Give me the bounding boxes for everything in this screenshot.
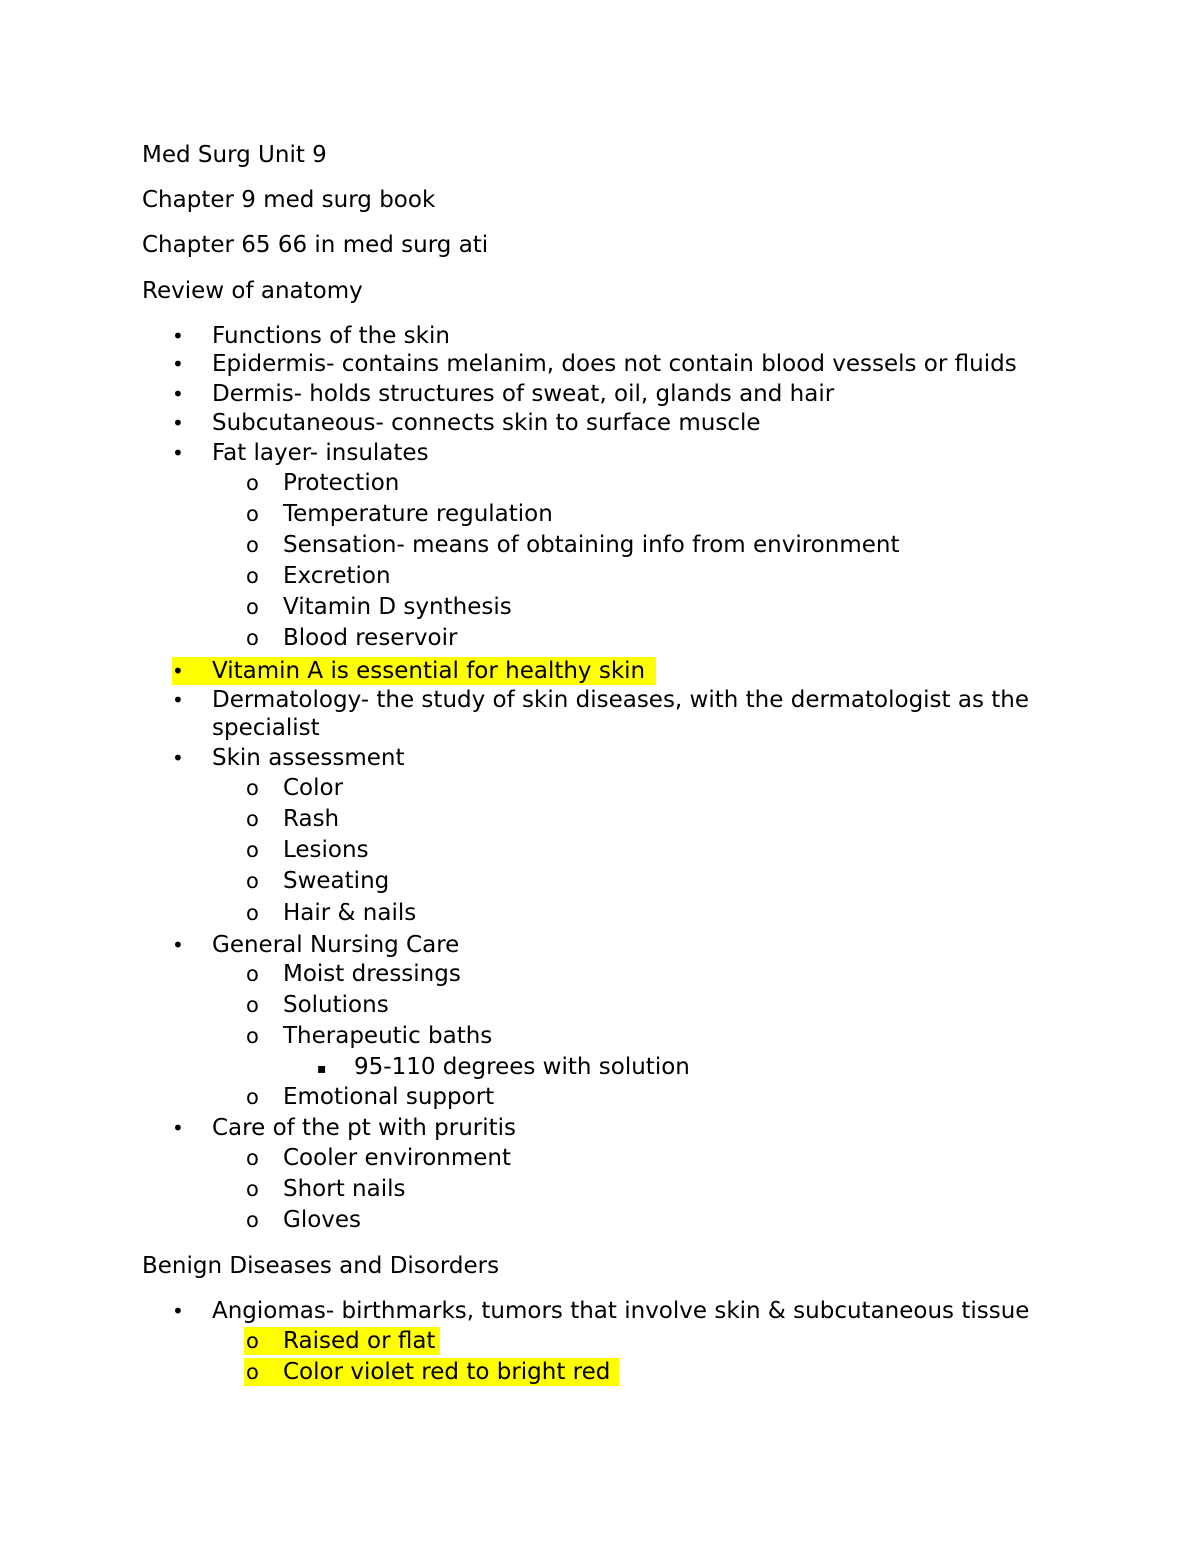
sub-list-item-text: Moist dressings xyxy=(283,961,461,987)
sub-list-item-text: Hair & nails xyxy=(283,900,417,926)
circle-marker: o xyxy=(246,1208,259,1232)
sub-list-item xyxy=(246,1083,495,1111)
circle-marker: o xyxy=(246,1024,259,1048)
bullet-marker: • xyxy=(172,1116,184,1140)
bullet-marker: • xyxy=(172,324,184,348)
sub-list-item-text: Sweating xyxy=(283,868,390,894)
sub-list-item-text: Protection xyxy=(283,470,400,496)
circle-marker: o xyxy=(246,838,259,862)
sub-sub-list-item-text: 95-110 degrees with solution xyxy=(354,1054,690,1080)
sub-list-item-highlighted xyxy=(246,1358,611,1386)
list-item-text: Epidermis- contains melanim, does not contain blood vessels or fluids xyxy=(212,351,1017,377)
sub-list-item xyxy=(246,562,391,590)
circle-marker: o xyxy=(246,993,259,1017)
list-item-text: Skin assessment xyxy=(212,745,405,771)
sub-list-item-text: Temperature regulation xyxy=(283,501,553,527)
circle-marker: o xyxy=(246,595,259,619)
list-item-text: Angiomas- birthmarks, tumors that involve skin & subcutaneous tissue xyxy=(212,1298,1030,1324)
circle-marker: o xyxy=(246,1085,259,1109)
circle-marker: o xyxy=(246,776,259,800)
circle-marker: o xyxy=(246,564,259,588)
list-item xyxy=(172,350,1017,378)
list-item-text: Dermatology- the study of skin diseases, with the dermatologist as the specialist xyxy=(212,687,1030,741)
list-item xyxy=(172,1297,1030,1325)
circle-marker: o xyxy=(246,1360,259,1384)
sub-list-item xyxy=(246,1144,511,1172)
circle-marker: o xyxy=(246,502,259,526)
sub-list-item xyxy=(246,836,369,864)
sub-list-item-text: Gloves xyxy=(283,1207,362,1233)
sub-list-item-text: Rash xyxy=(283,806,340,832)
sub-sub-list-item xyxy=(317,1053,690,1081)
sub-list-item-text: Therapeutic baths xyxy=(283,1023,493,1049)
sub-list-item xyxy=(246,899,417,927)
circle-marker: o xyxy=(246,901,259,925)
section-heading-anatomy: Review of anatomy xyxy=(142,278,363,304)
sub-list-item xyxy=(246,1022,493,1050)
sub-list-item xyxy=(246,531,900,559)
sub-list-item-text: Excretion xyxy=(283,563,391,589)
bullet-marker: • xyxy=(172,352,184,376)
circle-marker: o xyxy=(246,1146,259,1170)
list-item xyxy=(172,322,450,350)
sub-list-item-text: Vitamin D synthesis xyxy=(283,594,512,620)
sub-list-item-text: Sensation- means of obtaining info from environment xyxy=(283,532,900,558)
list-item-text: General Nursing Care xyxy=(212,932,460,958)
bullet-marker: • xyxy=(172,933,184,957)
bullet-marker: • xyxy=(172,659,184,683)
sub-list-item xyxy=(246,991,389,1019)
sub-list-item xyxy=(246,960,461,988)
chapter-line-ati: Chapter 65 66 in med surg ati xyxy=(142,232,489,258)
sub-list-item xyxy=(246,624,458,652)
list-item-text: Fat layer- insulates xyxy=(212,440,429,466)
circle-marker: o xyxy=(246,869,259,893)
circle-marker: o xyxy=(246,626,259,650)
sub-list-item xyxy=(246,867,390,895)
bullet-marker: • xyxy=(172,1299,184,1323)
chapter-line-book: Chapter 9 med surg book xyxy=(142,187,436,213)
list-item-highlighted xyxy=(172,657,646,685)
list-item xyxy=(172,1114,517,1142)
sub-list-item-text: Emotional support xyxy=(283,1084,495,1110)
bullet-marker: • xyxy=(172,688,184,712)
square-marker: ▪ xyxy=(317,1061,327,1077)
circle-marker: o xyxy=(246,1329,259,1353)
bullet-marker: • xyxy=(172,382,184,406)
doc-title: Med Surg Unit 9 xyxy=(142,142,327,168)
list-item xyxy=(172,931,460,959)
bullet-marker: • xyxy=(172,441,184,465)
list-item xyxy=(172,409,761,437)
list-item xyxy=(172,686,1072,742)
list-item xyxy=(172,439,429,467)
sub-list-item-text: Lesions xyxy=(283,837,369,863)
sub-list-item xyxy=(246,1175,406,1203)
sub-list-item-text: Blood reservoir xyxy=(283,625,458,651)
list-item xyxy=(172,744,405,772)
circle-marker: o xyxy=(246,1177,259,1201)
list-item-text: Vitamin A is essential for healthy skin xyxy=(212,658,646,684)
sub-list-item-text: Solutions xyxy=(283,992,389,1018)
sub-list-item xyxy=(246,805,340,833)
list-item-text: Care of the pt with pruritis xyxy=(212,1115,517,1141)
sub-list-item xyxy=(246,469,400,497)
circle-marker: o xyxy=(246,471,259,495)
sub-list-item-text: Raised or flat xyxy=(283,1328,436,1354)
sub-list-item-text: Short nails xyxy=(283,1176,406,1202)
sub-list-item xyxy=(246,500,553,528)
list-item-text: Subcutaneous- connects skin to surface muscle xyxy=(212,410,761,436)
circle-marker: o xyxy=(246,533,259,557)
circle-marker: o xyxy=(246,962,259,986)
list-item-text: Dermis- holds structures of sweat, oil, glands and hair xyxy=(212,381,835,407)
sub-list-item-text: Cooler environment xyxy=(283,1145,511,1171)
circle-marker: o xyxy=(246,807,259,831)
sub-list-item xyxy=(246,593,512,621)
bullet-marker: • xyxy=(172,746,184,770)
sub-list-item-text: Color violet red to bright red xyxy=(283,1359,611,1385)
sub-list-item xyxy=(246,774,344,802)
section-heading-benign: Benign Diseases and Disorders xyxy=(142,1253,500,1279)
sub-list-item-highlighted xyxy=(246,1327,436,1355)
sub-list-item-text: Color xyxy=(283,775,344,801)
list-item-text: Functions of the skin xyxy=(212,323,450,349)
list-item xyxy=(172,380,835,408)
sub-list-item xyxy=(246,1206,362,1234)
bullet-marker: • xyxy=(172,411,184,435)
